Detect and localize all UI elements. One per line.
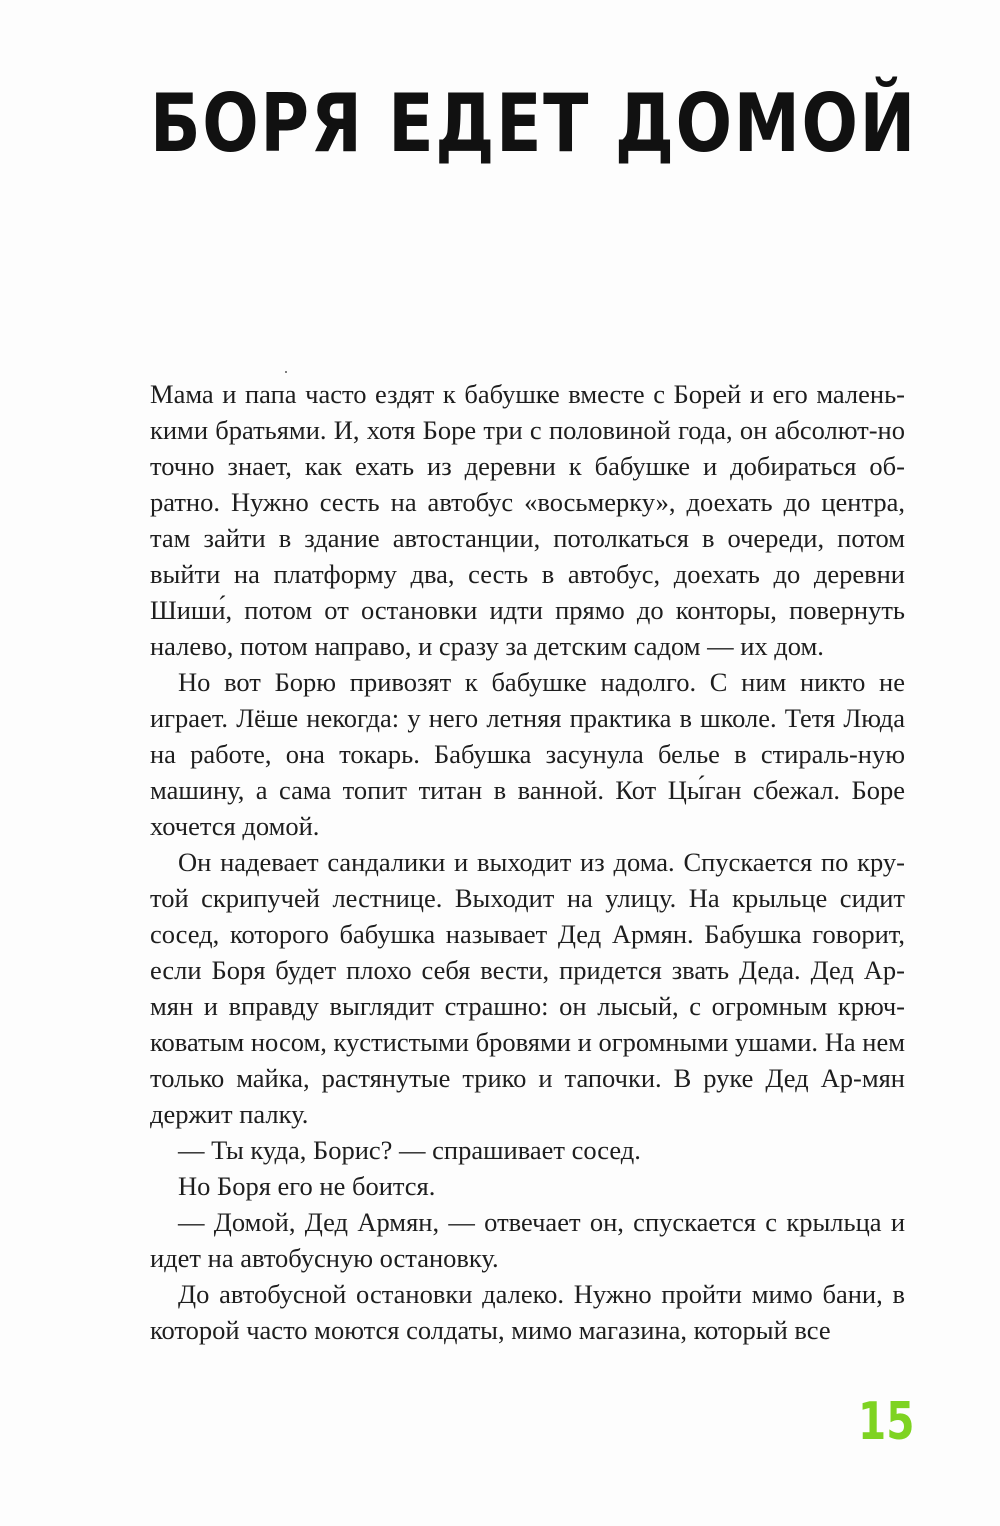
paragraph-4: Но Боря его не боится.: [178, 1171, 436, 1201]
page-number: 15: [858, 1392, 915, 1452]
paragraph-2: Но вот Борю привозят к бабушке надолго. С ним никто не играет. Лёше некогда: у него летняя практика в школе. Тетя Люда на работе, она токарь. Бабушка засунула белье в стираль-ную машину, а сама топит титан в ванной. Кот Цы́ган сбежал. Боре хочется домой.: [150, 667, 905, 841]
paragraph-3: Он надевает сандалики и выходит из дома. Спускается по кру-той скрипучей лестнице. Выходит на улицу. На крыльце сидит сосед, которого бабушка называет Дед Армян. Бабушка говорит, если Боря будет плохо себя вести, придется звать Деда. Дед Ар-мян и вправду выглядит страшно: он лысый, с огромным крюч-коватым носом, кустистыми бровями и огромными ушами. На нем только майка, растянутые трико и тапочки. В руке Дед Ар-мян держит палку.: [150, 847, 905, 1129]
dialogue-line-1: — Ты куда, Борис? — спрашивает сосед.: [178, 1135, 641, 1165]
print-speck: [285, 371, 287, 373]
chapter-title: БОРЯ ЕДЕТ ДОМОЙ: [150, 77, 917, 170]
paragraph-1: Мама и папа часто ездят к бабушке вместе с Борей и его малень-кими братьями. И, хотя Боре три с половиной года, он абсолют-но точно знает, как ехать из деревни к бабушке и добираться об-ратно. Нужно сесть на автобус «восьмерку», доехать до центра, там зайти в здание автостанции, потолкаться в очереди, потом выйти на платформу два, сесть в автобус, доехать до деревни Шиши́, потом от остановки идти прямо до конторы, повернуть налево, потом направо, и сразу за детским садом — их дом.: [150, 379, 905, 661]
body-text: [150, 376, 905, 1348]
paragraph-5: До автобусной остановки далеко. Нужно пройти мимо бани, в которой часто моются солдаты, мимо магазина, который все: [150, 1279, 905, 1345]
dialogue-line-2: — Домой, Дед Армян, — отвечает он, спускается с крыльца и идет на автобусную остановку.: [150, 1207, 905, 1273]
